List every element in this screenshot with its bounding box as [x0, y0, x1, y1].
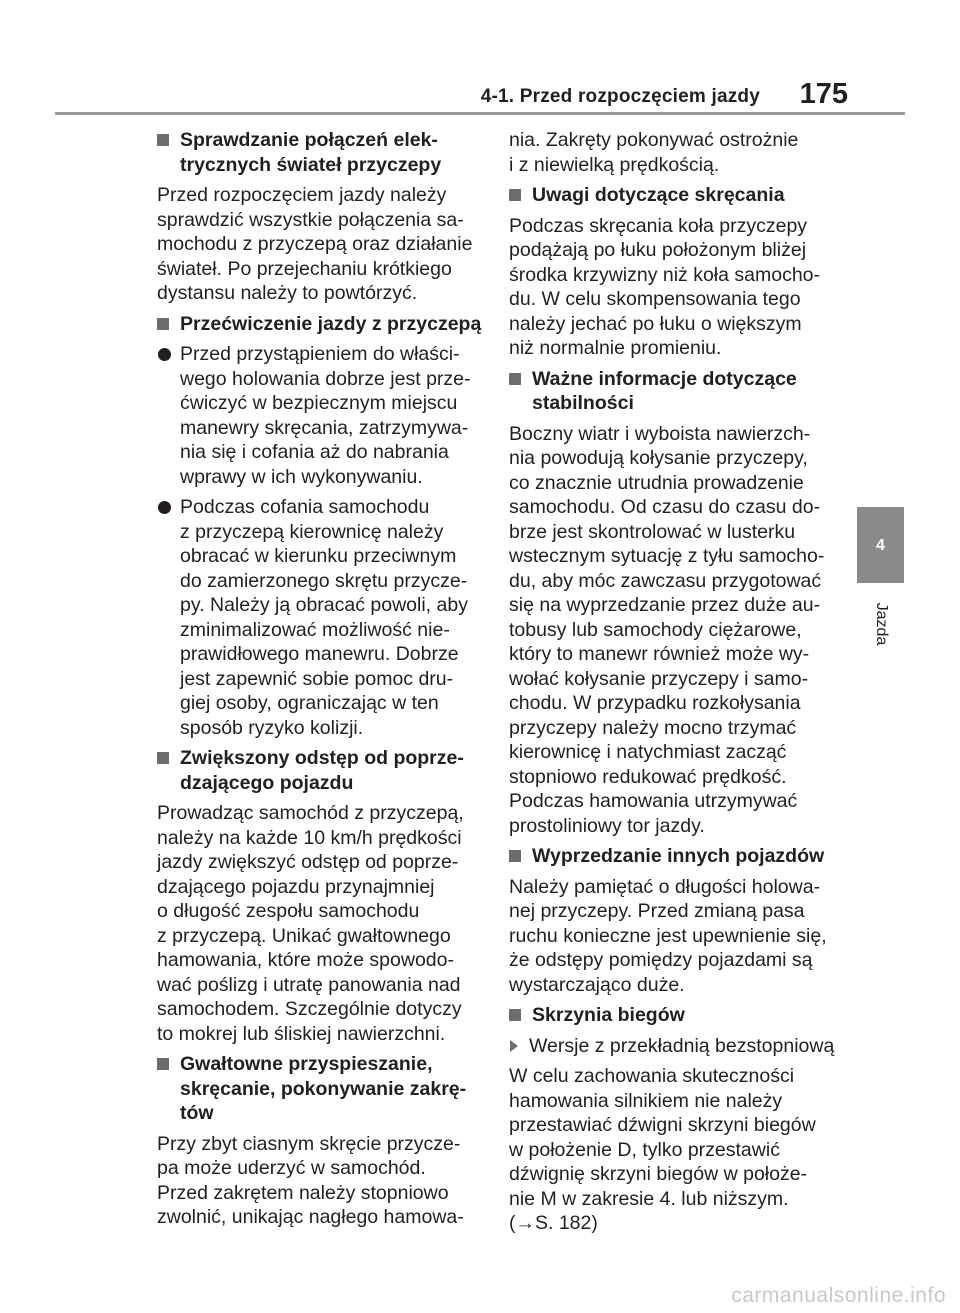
text-line: Wersje z przekładnią bezstopniową [529, 1034, 835, 1057]
text-line: jazdy zwiększyć odstęp od poprze- [157, 851, 459, 873]
section-title: 4-1. Przed rozpoczęciem jazdy [480, 86, 760, 107]
text-line: trycznych świateł przyczepy [180, 153, 442, 176]
text-line: co znacznie utrudnia prowadzenie [509, 471, 804, 494]
text-line: Przećwiczenie jazdy z przyczepą [180, 312, 482, 335]
text-line: przyczepy należy mocno trzymać [509, 716, 797, 739]
heading-transmission [509, 1003, 839, 1028]
round-bullet-icon [158, 501, 171, 514]
text-line: to mokrej lub śliskiej nawierzchni. [157, 1022, 446, 1045]
text-line: Boczny wiatr i wyboista nawierzch- [509, 422, 811, 445]
text-line: du. W celu skompensowania tego [509, 288, 801, 310]
text-line: Prowadząc samochód z przyczepą, [157, 802, 464, 824]
text-line: dystansu należy to powtórzyć. [157, 282, 418, 304]
text-line: Podczas hamowania utrzymywać [509, 790, 798, 812]
heading-distance [157, 746, 479, 795]
square-bullet-icon [157, 1058, 169, 1070]
heading-stability [509, 367, 839, 416]
heading-turning [509, 183, 839, 208]
text-line: dzającego pojazdu [180, 771, 354, 794]
text-line: nie M w zakresie 4. lub niższym. [509, 1187, 789, 1210]
text-line: dźwignię skrzyni biegów w położe- [509, 1163, 808, 1185]
text-line: stopniowo redukować prędkość. [509, 765, 787, 788]
chapter-label: Jazda [872, 602, 890, 646]
text-line: hamowania, które może spowodo- [157, 949, 454, 971]
text-line: samochodem. Szczególnie dotyczy [157, 998, 462, 1020]
text-line: nia się i cofania aż do nabrania [180, 441, 449, 463]
text-line: giej osoby, ograniczając w ten [180, 692, 439, 714]
text-line: Przed rozpoczęciem jazdy należy [157, 184, 447, 206]
text-line: należy jechać po łuku o większym [509, 312, 802, 335]
text-line: podążają po łuku położonym bliżej [509, 239, 807, 261]
paragraph-light-connections [157, 183, 479, 306]
bullet-reversing [157, 495, 479, 740]
text-line: wego holowania dobrze jest prze- [180, 367, 471, 390]
text-line: z przyczepą kierownicę należy [180, 520, 444, 543]
text-line: stabilności [532, 392, 634, 414]
text-line: Uwagi dotyczące skręcania [532, 184, 785, 206]
text-line: wołać kołysanie przyczepy i samo- [509, 667, 809, 690]
text-line: Podczas cofania samochodu [180, 496, 430, 518]
text-line: du, aby móc zawczasu przygotować [509, 569, 822, 592]
text-line: Przed zakrętem należy stopniowo [157, 1181, 449, 1204]
right-column [509, 128, 839, 1242]
text-line: samochodu. Od czasu do czasu do- [509, 496, 821, 518]
text-line: wprawy w ich wykonywaniu. [180, 465, 423, 488]
paragraph-overtaking [509, 875, 839, 998]
watermark: carmanualsonline.info [731, 1284, 946, 1307]
text-line: nia powodują kołysanie przyczepy, [509, 447, 808, 469]
text-line: pa może uderzyć w samochód. [157, 1157, 426, 1179]
text-line: w położenie D, tylko przestawić [509, 1138, 780, 1161]
text-line: o długość zespołu samochodu [157, 900, 420, 922]
square-bullet-icon [509, 189, 521, 201]
paragraph-transmission[interactable] [509, 1064, 839, 1236]
square-bullet-icon [157, 752, 169, 764]
text-line: chodu. W przypadku rozkołysania [509, 692, 801, 714]
text-line: tów [180, 1102, 214, 1124]
text-line: Przed przystąpieniem do właści- [180, 343, 460, 365]
text-line: Sprawdzanie połączeń elek- [180, 129, 438, 151]
paragraph-distance [157, 801, 479, 1046]
paragraph-acceleration [157, 1132, 479, 1230]
page-number: 175 [799, 78, 848, 110]
text-line: manewry skręcania, zatrzymywa- [180, 416, 469, 439]
text-line: (→S. 182) [509, 1212, 598, 1234]
paragraph-turning [509, 214, 839, 361]
header-rule [55, 112, 905, 115]
variant-cvt [509, 1034, 839, 1059]
text-line: ruchu konieczne jest upewnienie się, [509, 924, 827, 947]
text-line: wystarczająco duże. [509, 973, 685, 996]
text-line: prostoliniowy tor jazdy. [509, 814, 705, 837]
text-line: W celu zachowania skuteczności [509, 1065, 795, 1087]
square-bullet-icon [157, 318, 169, 330]
text-line: dzającego pojazdu przynajmniej [157, 875, 435, 898]
text-line: Ważne informacje dotyczące [532, 367, 797, 390]
text-line: sprawdzić wszystkie połączenia sa- [157, 208, 464, 231]
text-line: nej przyczepy. Przed zmianą pasa [509, 900, 805, 922]
paragraph-continuation [509, 128, 839, 177]
text-line: kierownicę i natychmiast zacząć [509, 741, 787, 763]
text-line: sposób ryzyko kolizji. [180, 716, 364, 739]
paragraph-stability [509, 422, 839, 839]
text-line: który to manewr również może wy- [509, 643, 810, 665]
text-line: Należy pamiętać o długości holowa- [509, 875, 821, 898]
text-line: że odstępy pomiędzy pojazdami są [509, 949, 813, 971]
triangle-pointer-icon [510, 1040, 518, 1052]
text-line: mochodu z przyczepą oraz działanie [157, 233, 473, 255]
heading-acceleration [157, 1052, 479, 1126]
text-line: Przy zbyt ciasnym skręcie przycze- [157, 1132, 461, 1155]
text-line: przestawiać dźwigni skrzyni biegów [509, 1114, 816, 1136]
heading-practice [157, 312, 482, 337]
square-bullet-icon [157, 134, 169, 146]
text-line: Podczas skręcania koła przyczepy [509, 214, 808, 237]
text-line: Skrzynia biegów [532, 1004, 685, 1026]
text-line: Wyprzedzanie innych pojazdów [532, 845, 825, 867]
text-line: ćwiczyć w bezpiecznym miejscu [180, 392, 458, 414]
text-line: obracać w kierunku przeciwnym [180, 545, 457, 567]
text-line: zminimalizować możliwość nie- [180, 618, 450, 641]
chapter-label-box [857, 585, 904, 655]
text-line: należy na każde 10 km/h prędkości [157, 826, 462, 849]
text-line: skręcanie, pokonywanie zakrę- [180, 1077, 467, 1100]
square-bullet-icon [509, 850, 521, 862]
text-line: z przyczepą. Unikać gwałtownego [157, 924, 451, 947]
heading-light-connections [157, 128, 479, 177]
text-line: do zamierzonego skrętu przycze- [180, 569, 468, 592]
text-line: hamowania silnikiem nie należy [509, 1089, 783, 1112]
text-line: się na wyprzedzanie przez duże au- [509, 594, 821, 616]
square-bullet-icon [509, 373, 521, 385]
chapter-number: 4 [876, 537, 885, 554]
text-line: prawidłowego manewru. Dobrze [180, 643, 459, 665]
text-line: środka krzywizny niż koła samocho- [509, 263, 821, 286]
text-line: tobusy lub samochody ciężarowe, [509, 618, 802, 641]
text-line: świateł. Po przejechaniu krótkiego [157, 257, 452, 280]
text-line: py. Należy ją obracać powoli, aby [180, 594, 468, 616]
text-line: wać poślizg i utratę panowania nad [157, 973, 461, 996]
square-bullet-icon [509, 1009, 521, 1021]
round-bullet-icon [158, 348, 171, 361]
text-line: brze jest skontrolować w lusterku [509, 520, 796, 543]
text-line: jest zapewnić sobie pomoc dru- [180, 667, 454, 690]
text-line: Gwałtowne przyspieszanie, [180, 1053, 433, 1075]
text-line: i z niewielką prędkością. [509, 153, 720, 176]
text-line: zwolnić, unikając nagłego hamowa- [157, 1206, 464, 1228]
text-line: wstecznym sytuację z tyłu samocho- [509, 545, 825, 567]
heading-overtaking [509, 844, 839, 869]
chapter-tab[interactable] [857, 507, 904, 583]
text-line: Zwiększony odstęp od poprze- [180, 747, 464, 769]
text-line: niż normalnie promieniu. [509, 337, 722, 359]
bullet-practice [157, 342, 479, 489]
left-column [157, 128, 482, 1236]
text-line: nia. Zakręty pokonywać ostrożnie [509, 129, 799, 151]
